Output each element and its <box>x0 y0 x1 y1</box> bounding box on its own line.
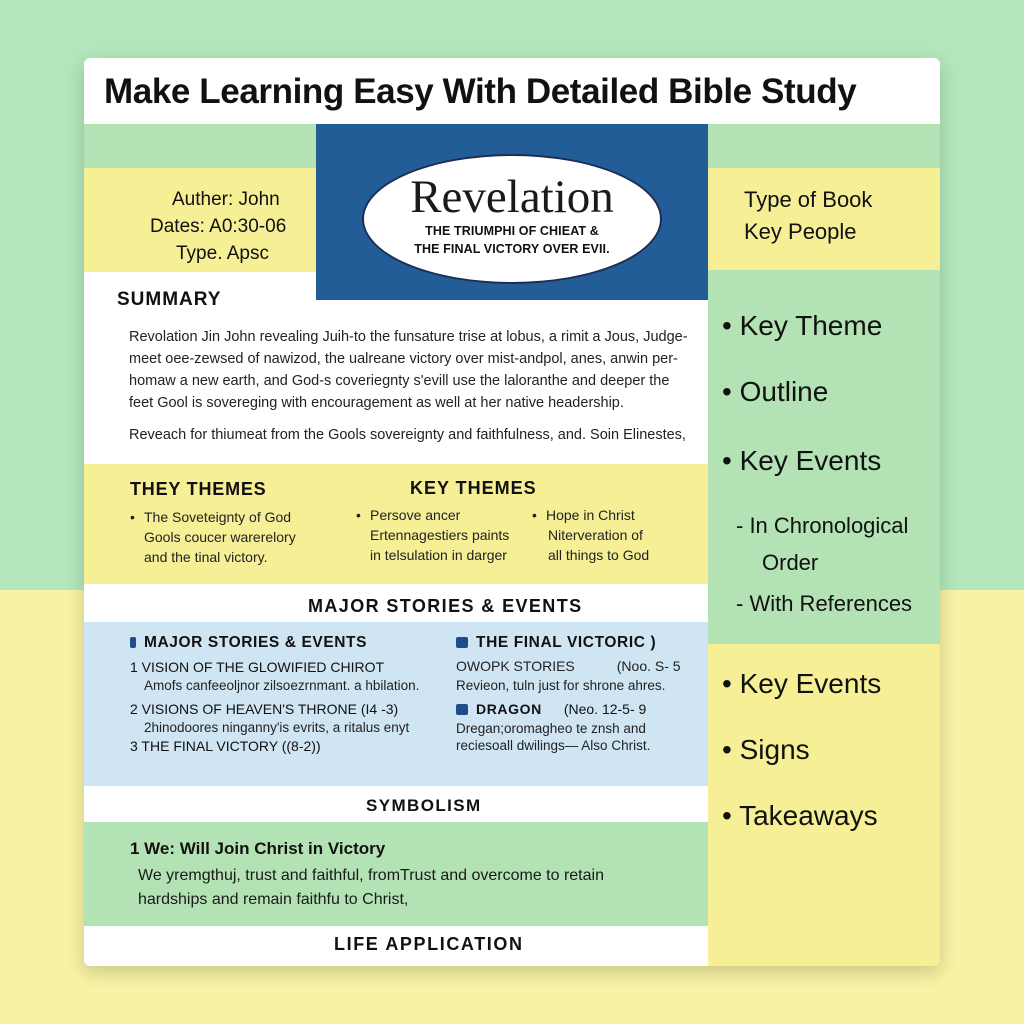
book-title-oval <box>362 154 662 284</box>
side-sub-order: Order <box>762 550 819 575</box>
key-themes-heading: KEY THEMES <box>410 478 537 498</box>
book-name: Revelation <box>410 171 614 223</box>
symbolism-item-title: 1 We: Will Join Christ in Victory <box>130 839 386 858</box>
right-band-green-1 <box>708 124 940 168</box>
story-item-2-sub: 2hinodoores ninganny'is evrits, a ritalus enyt <box>144 720 410 735</box>
book-subtitle-2: THE FINAL VICTORY OVER EVII. <box>414 242 610 256</box>
they-themes-heading: THEY THEMES <box>130 479 267 499</box>
side-sub-chronological: - In Chronological <box>736 513 909 538</box>
side-sub-references: - With References <box>736 591 913 616</box>
summary-last-line: Reveach for thiumeat from the Gools sovereignty and faithfulness, and. Soin Elinestes, <box>129 427 686 443</box>
story-right-1-title: OWOPK STORIES (Noo. S- 5 <box>456 658 681 674</box>
story-right-1-sub: Revieon, tuln just for shrone ahres. <box>456 678 666 693</box>
book-dates: Dates: A0:30-06 <box>150 216 287 237</box>
major-stories-heading: MAJOR STORIES & EVENTS <box>308 596 583 616</box>
page-title: Make Learning Easy With Detailed Bible Study <box>104 72 857 111</box>
story-right-2-sub: Dregan;oromagheo te znsh and <box>456 721 646 736</box>
themes-col-1: • The Soveteignty of God Gools coucer warerelory and the tinal victory. <box>130 509 296 565</box>
right-top-list <box>744 184 872 248</box>
band-green-top <box>84 124 316 168</box>
side-item-takeaways: • Takeaways <box>722 800 878 831</box>
symbolism-text: We yremgthuj, trust and faithful, fromTrust and overcome to retain hardships and remain faithfu to Christ, <box>138 867 604 908</box>
stories-right-list <box>456 658 681 753</box>
side-item-key-theme: • Key Theme <box>722 310 883 341</box>
side-item-key-events-2: • Key Events <box>722 668 882 699</box>
story-item-2-title: 2 VISIONS OF HEAVEN'S THRONE (I4 -3) <box>130 701 399 717</box>
stories-left-list <box>130 659 419 754</box>
story-item-1-sub: Amofs canfeeoljnor zilsoezrnmant. a hbilation. <box>144 678 420 693</box>
side-item-signs: • Signs <box>722 734 810 765</box>
stories-right-heading: THE FINAL VICTORIC ) <box>456 634 656 652</box>
scroll-icon <box>456 637 468 648</box>
story-right-2-title: DRAGON (Neo. 12-5- 9 <box>456 701 681 717</box>
book-icon <box>130 637 136 648</box>
stories-left-heading: MAJOR STORIES & EVENTS <box>130 634 367 652</box>
dragon-icon <box>456 704 468 715</box>
summary-heading: SUMMARY <box>117 289 222 310</box>
side-item-key-events: • Key Events <box>722 445 882 476</box>
key-people-label: Key People <box>744 219 857 244</box>
book-type: Type. Apsc <box>176 243 269 264</box>
book-subtitle-1: THE TRIUMPHI OF CHIEAT & <box>425 224 599 238</box>
themes-col-2: • Persove ancer Ertennagestiers paints in telsulation in darger <box>356 507 510 563</box>
story-right-2-sub2: reciesoall dwilings— Also Christ. <box>456 738 651 753</box>
themes-col-3: • Hope in Christ Niterveration of all things to God <box>532 507 650 563</box>
type-of-book-label: Type of Book <box>744 187 873 212</box>
side-item-outline: • Outline <box>722 376 829 407</box>
book-author: Auther: John <box>172 189 280 210</box>
study-card <box>84 58 940 966</box>
story-item-3-title: 3 THE FINAL VICTORY ((8-2)) <box>130 738 321 754</box>
life-application-heading: LIFE APPLICATION <box>334 934 524 954</box>
summary-text: Revolation Jin John revealing Juih-to the funsature trise at lobus, a rimit a Jous, Judge- meet oee-zewsed of nawizod, the ualreane victory over mist-andpol, anes, anwin per- homaw a new earth, and God-s coveriegnty s'evill use the laloranthe and deeper the feet Gool is sovereging with encouragement as well at her native headership. <box>129 329 688 411</box>
story-item-1-title: 1 VISION OF THE GLOWIFIED CHIROT <box>130 659 385 675</box>
symbolism-heading: SYMBOLISM <box>366 796 482 815</box>
